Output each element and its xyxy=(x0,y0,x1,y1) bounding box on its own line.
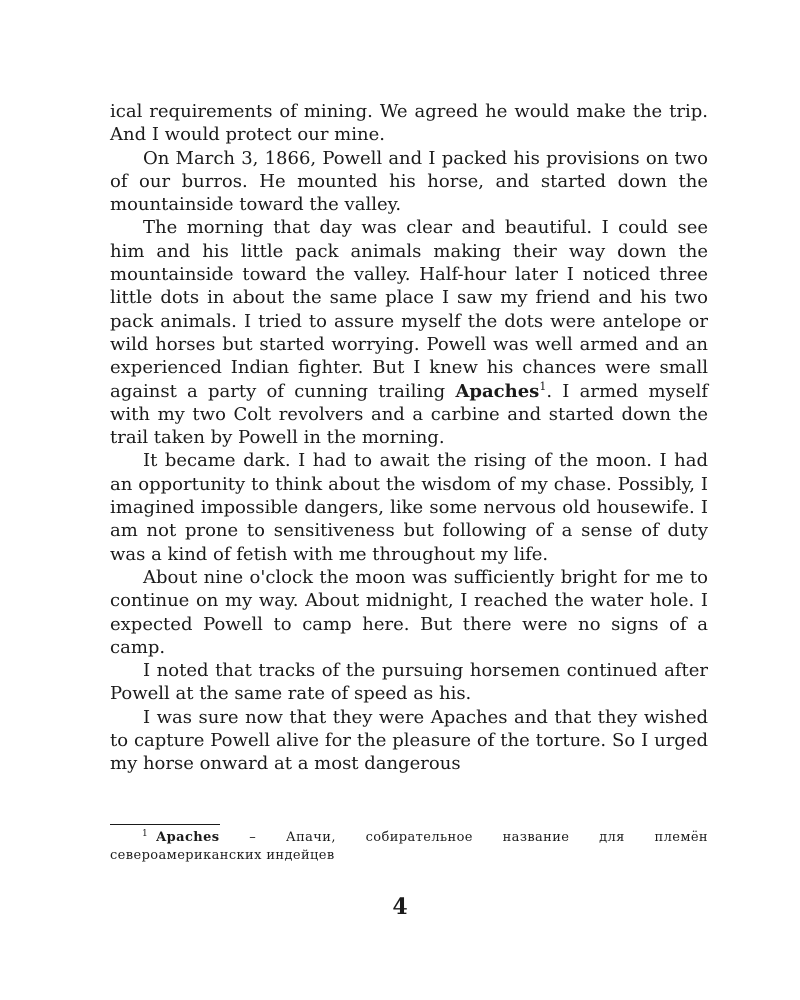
footnote-term: Apaches xyxy=(156,830,220,845)
paragraph-6: I noted that tracks of the pursuing horsemen continued after Powell at the same rate of speed as his. xyxy=(110,660,708,705)
page-number: 4 xyxy=(392,894,408,920)
glossary-term-apaches: Apaches xyxy=(455,380,540,402)
footnote-definition: – Апачи, собирательное название для племён североамериканских индейцев xyxy=(110,830,708,863)
paragraph-7: I was sure now that they were Apaches and that they wished to capture Powell alive for the pleasure of the torture. So I urged my horse onward at a most dangerous xyxy=(110,706,708,775)
footnote-separator xyxy=(110,824,220,825)
paragraph-1: ical requirements of mining. We agreed he would make the trip. And I would protect our mine. xyxy=(110,101,708,146)
footnote-mark: 1 xyxy=(142,828,149,839)
paragraph-5: About nine o'clock the moon was sufficiently bright for me to continue on my way. About midnight, I reached the water hole. I expected Powell to camp here. But there were no signs of a camp. xyxy=(110,566,708,658)
paragraph-2: On March 3, 1866, Powell and I packed his provisions on two of our burros. He mounted his horse, and started down the mountainside toward the valley. xyxy=(110,147,708,216)
paragraph-3-text-before: The morning that day was clear and beautiful. I could see him and his little pack animals making their way down the mountainside toward the valley. Half-hour later I noticed three little dots in about the same place I saw my friend and his two pack animals. I tried to assure myself the dots were antelope or wild horses but started worrying. Powell was well armed and an experienced Indian fighter. But I knew his chances were small against a party of cunning trailing xyxy=(110,217,708,402)
paragraph-3-text-after: . I armed myself with my two Colt revolvers and a carbine and started down the trail taken by Powell in the morning. xyxy=(110,380,708,449)
paragraph-4: It became dark. I had to await the rising of the moon. I had an opportunity to think about the wisdom of my chase. Possibly, I imagined impossible dangers, like some nervous old housewife. I am not prone to sensitiveness but following of a sense of duty was a kind of fetish with me throughout my life. xyxy=(110,450,708,565)
footnote xyxy=(110,829,708,865)
footnote-reference[interactable]: 1 xyxy=(539,379,547,393)
body-text xyxy=(110,100,708,776)
footnote-text xyxy=(110,829,708,865)
paragraph-3 xyxy=(110,216,708,449)
